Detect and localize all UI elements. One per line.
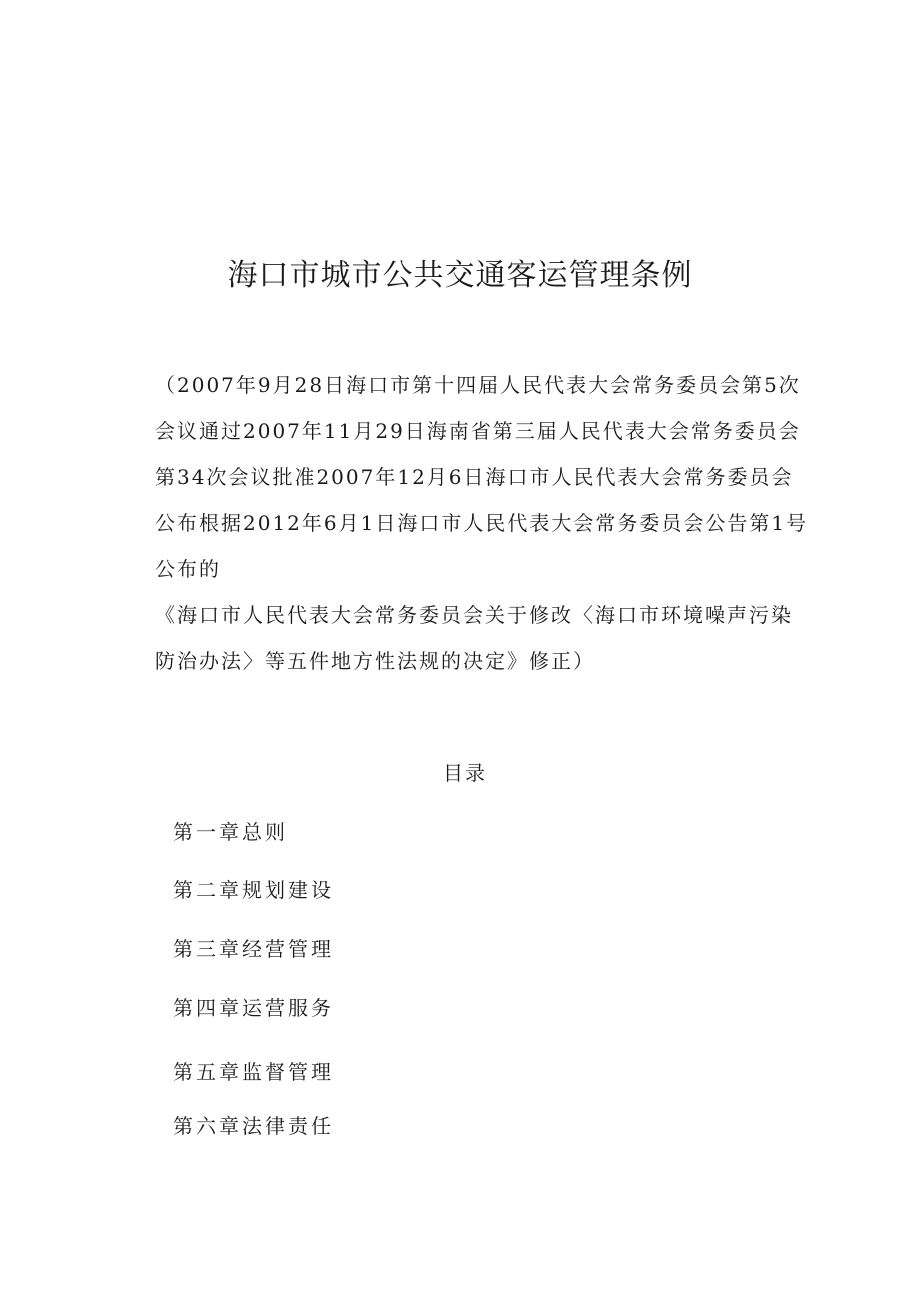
toc-item-chapter-2: 第二章规划建设: [173, 878, 334, 902]
toc-item-chapter-4: 第四章运营服务: [173, 996, 334, 1020]
preamble-paragraph-2: 《海口市人民代表大会常务委员会关于修改〈海口市环境噪声污染防治办法〉等五件地方性法规的决定》修正）: [155, 603, 793, 673]
legislative-history-note: [155, 362, 809, 684]
toc-heading: 目录: [443, 761, 487, 785]
toc-item-chapter-1: 第一章总则: [173, 820, 288, 844]
toc-item-chapter-3: 第三章经营管理: [173, 937, 334, 961]
document-title: 海口市城市公共交通客运管理条例: [227, 258, 693, 293]
preamble-paragraph-1: （2007年9月28日海口市第十四届人民代表大会常务委员会第5次会议通过2007年11月29日海南省第三届人民代表大会常务委员会第34次会议批准2007年12月6日海口市人民代表大会常务委员会公布根据2012年6月1日海口市人民代表大会常务委员会公告第1号公布的: [155, 373, 809, 581]
toc-item-chapter-6: 第六章法律责任: [173, 1114, 334, 1138]
toc-item-chapter-5: 第五章监督管理: [173, 1060, 334, 1084]
